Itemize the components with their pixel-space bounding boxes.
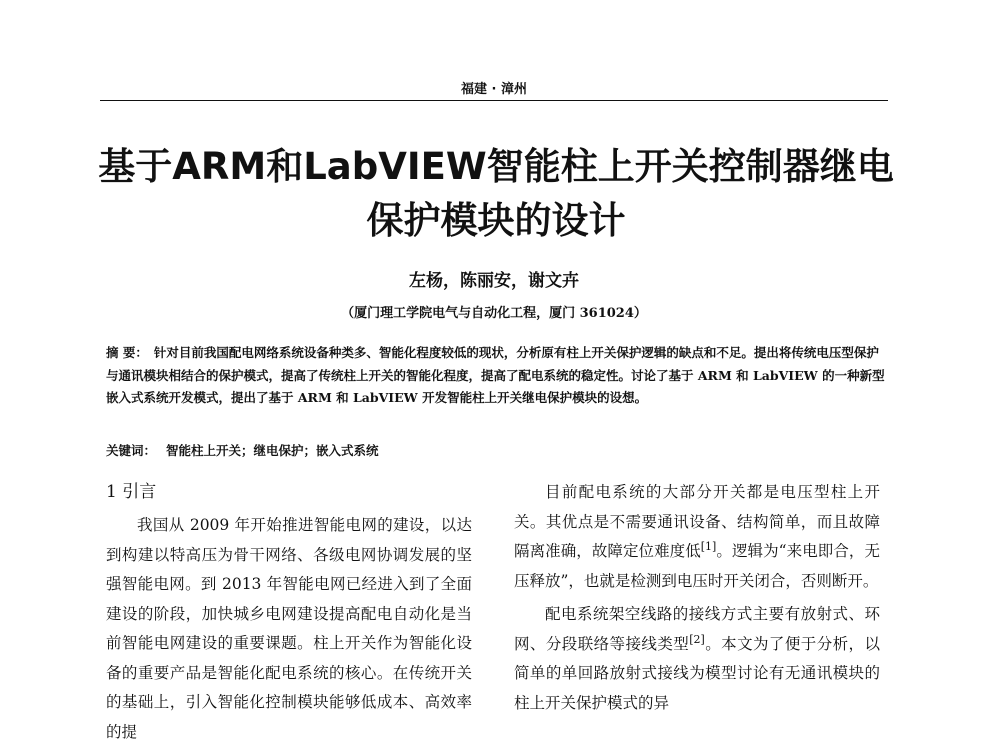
right-paragraph-2-text: 配电系统架空线路的接线方式主要有放射式、环网、分段联络等接线类型: [514, 605, 880, 653]
keywords: [106, 440, 886, 462]
citation-1: [1]: [700, 539, 717, 553]
section-heading: 1 引言: [106, 482, 157, 502]
left-paragraph: 我国从 2009 年开始推进智能电网的建设，以达到构建以特高压为骨干网络、各级电网协调发展的坚强智能电网。到 2013 年智能电网已经进入到了全面建设的阶段，加快城乡电网建设提高配电自动化是当前智能电网建设的重要课题。柱上开关作为智能化设备的重要产品是智能化配电系统的核心。在传统开关的基础上，引入智能化控制模块能够低成本、高效率的提: [106, 516, 472, 741]
authors: 左杨，陈丽安，谢文卉: [409, 271, 579, 291]
affiliation: （厦门理工学院电气与自动化工程，厦门 361024）: [341, 306, 647, 321]
paper-title: 基于ARM和LabVIEW智能柱上开关控制器继电保护模块的设计: [98, 145, 894, 242]
abstract: [106, 342, 886, 410]
right-paragraph-1-text: 目前配电系统的大部分开关都是电压型柱上开关。其优点是不需要通讯设备、结构简单，而且故障隔离准确，故障定位难度低: [514, 483, 880, 560]
running-header: 福建 · 漳州: [461, 82, 527, 97]
abstract-label: 摘 要：: [106, 345, 148, 360]
right-paragraph-1-tail: 。逻辑为“来电即合，无压释放”，也就是检测到电压时开关闭合，否则断开。: [514, 542, 880, 590]
left-column: [106, 478, 472, 747]
keywords-label: 关键词：: [106, 443, 157, 458]
right-column: [514, 478, 880, 718]
right-paragraph-2: [514, 600, 880, 718]
right-paragraph-2-tail: 。本文为了便于分析，以简单的单回路放射式接线为模型讨论有无通讯模块的柱上开关保护模式的异: [514, 634, 880, 712]
right-paragraph-1: [514, 478, 880, 596]
keywords-text: 智能柱上开关；继电保护；嵌入式系统: [166, 443, 379, 458]
abstract-text: 针对目前我国配电网络系统设备种类多、智能化程度较低的现状，分析原有柱上开关保护逻辑的缺点和不足。提出将传统电压型保护与通讯模块相结合的保护模式，提高了传统柱上开关的智能化程度，提高了配电系统的稳定性。讨论了基于 ARM 和 LabVIEW 的一种新型嵌入式系统开发模式，提出了基于 ARM 和 LabVIEW 开发智能柱上开关继电保护模块的设想。: [106, 345, 885, 405]
header-rule: [100, 100, 888, 101]
citation-2: [2]: [689, 632, 705, 646]
